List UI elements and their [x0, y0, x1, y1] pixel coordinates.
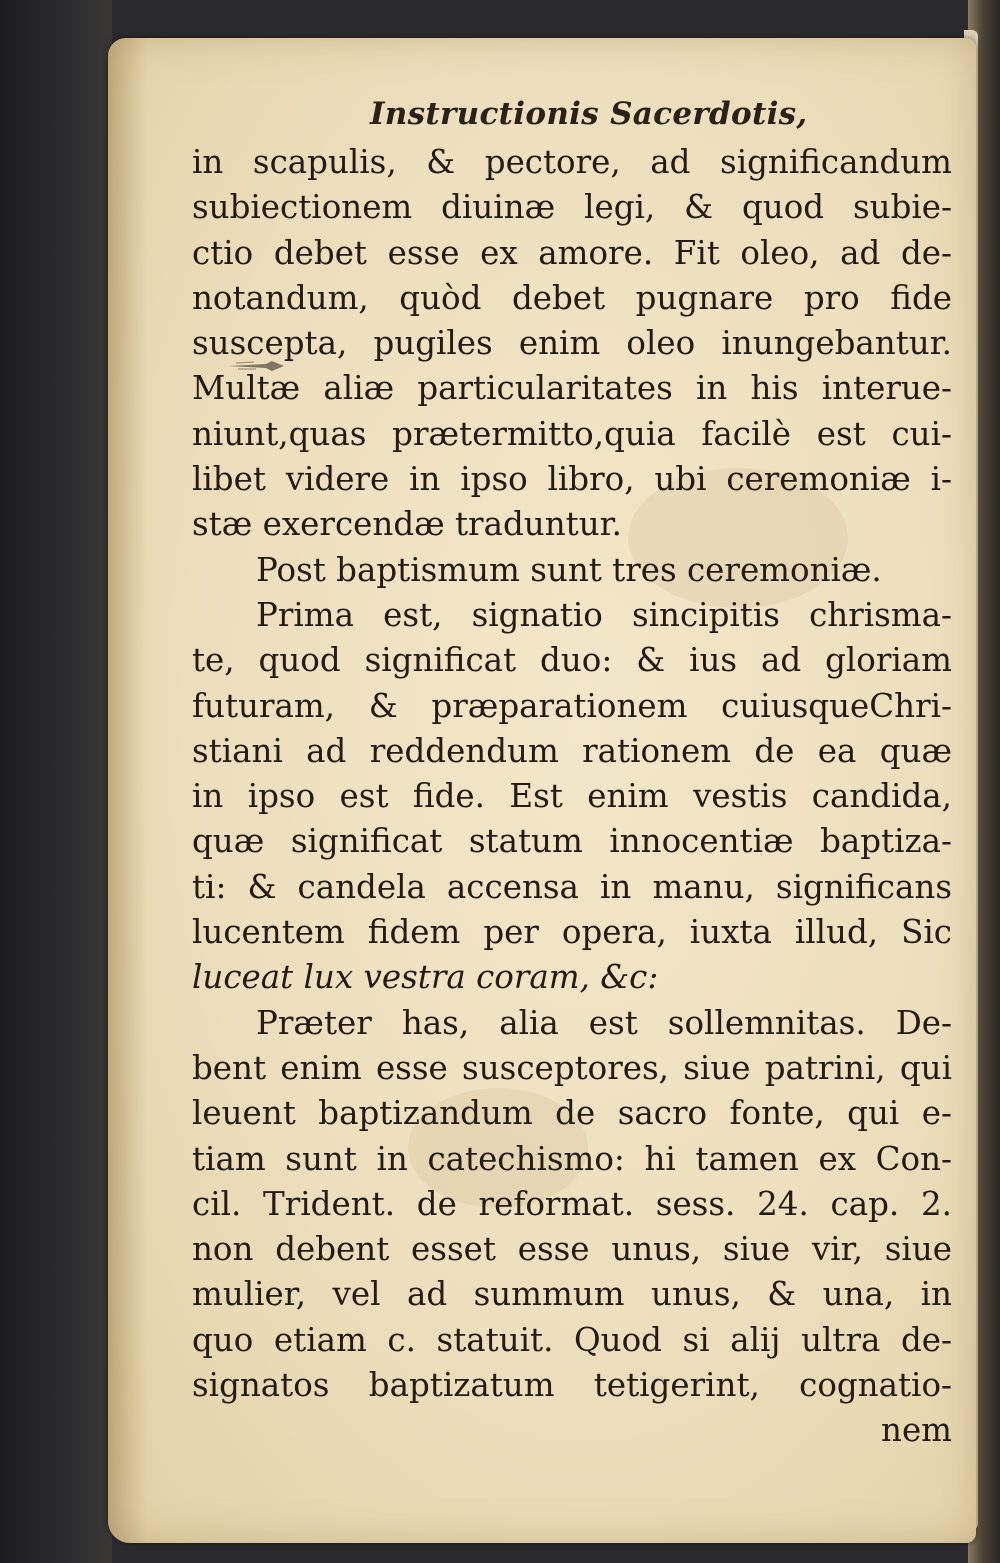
text-line: futuram, & præparationem cuiusqueChri-: [192, 686, 952, 725]
text-line: libet videre in ipso libro, ubi ceremoniæ i-: [192, 460, 952, 499]
left-binding: [0, 0, 112, 1563]
text-line: non debent esset esse unus, siue vir, siue: [192, 1230, 952, 1269]
text-line: subiectionem diuinæ legi, & quod subie-: [192, 188, 952, 227]
text-line: ctio debet esse ex amore. Fit oleo, ad de-: [192, 233, 952, 272]
text-line: Præter has, alia est sollemnitas. De-: [256, 1003, 952, 1042]
text-line: in ipso est fide. Est enim vestis candida,: [192, 777, 952, 816]
gutter-shadow: [108, 38, 148, 1543]
text-line: leuent baptizandum de sacro fonte, qui e-: [192, 1094, 952, 1133]
running-head: Instructionis Sacerdotis,: [370, 96, 808, 132]
body-text: [192, 140, 952, 1454]
text-line: stæ exercendæ traduntur.: [192, 505, 622, 544]
text-line: notandum, quòd debet pugnare pro fide: [192, 278, 952, 317]
text-line: luceat lux vestra coram, &c:: [192, 958, 659, 997]
text-line: ti: & candela accensa in manu, significans: [192, 867, 952, 906]
text-line: quæ significat statum innocentiæ baptiza-: [192, 822, 952, 861]
text-line: mulier, vel ad summum unus, & una, in: [192, 1275, 952, 1314]
text-line: nem: [881, 1411, 952, 1450]
text-line: signatos baptizatum tetigerint, cognatio-: [192, 1366, 952, 1405]
text-line: lucentem fidem per opera, iuxta illud, Sic: [192, 913, 952, 952]
text-line: cil. Trident. de reformat. sess. 24. cap. 2.: [192, 1184, 952, 1223]
text-line: Multæ aliæ particularitates in his interue-: [192, 369, 952, 408]
text-line: in scapulis, & pectore, ad significandum: [192, 143, 952, 181]
text-line: te, quod significat duo: & ius ad gloriam: [192, 641, 952, 680]
text-line: Prima est, signatio sincipitis chrisma-: [256, 595, 952, 634]
text-line: tiam sunt in catechismo: hi tamen ex Con-: [192, 1139, 952, 1178]
text-line: Post baptismum sunt tres ceremoniæ.: [256, 550, 882, 589]
text-line: niunt,quas prætermitto,quia facilè est cui-: [192, 414, 952, 453]
text-line: bent enim esse susceptores, siue patrini, qui: [192, 1048, 952, 1087]
text-line: suscepta, pugiles enim oleo inungebantur.: [192, 324, 952, 363]
text-line: stiani ad reddendum rationem de ea quæ: [192, 731, 952, 770]
text-line: quo etiam c. statuit. Quod si alij ultra de-: [192, 1320, 952, 1359]
